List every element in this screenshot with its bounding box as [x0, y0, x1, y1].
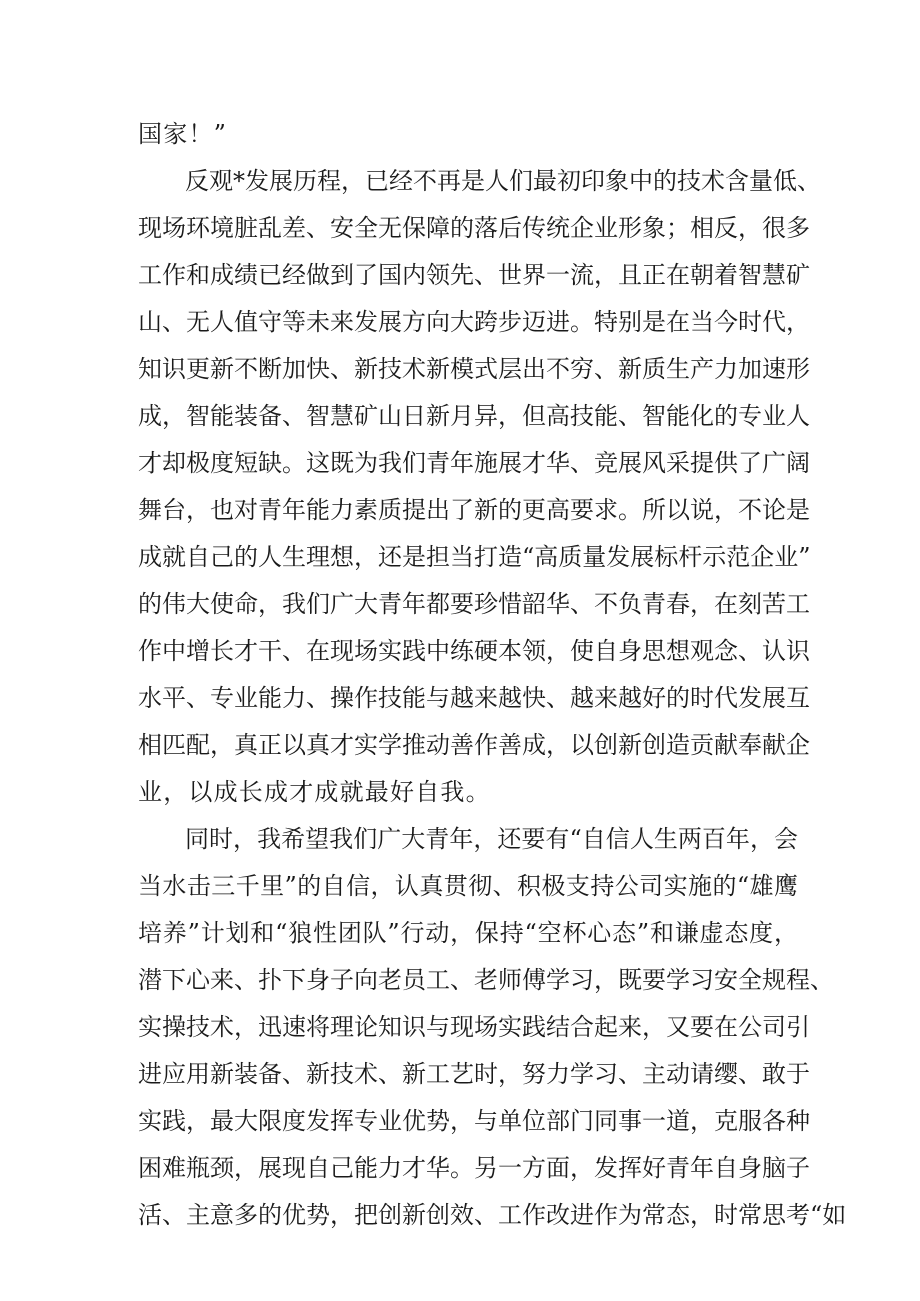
text-line: 活、主意多的优势，把创新创效、工作改进作为常态，时常思考“如 [138, 1201, 847, 1229]
text-line: 舞台，也对青年能力素质提出了新的更高要求。所以说，不论是 [138, 496, 810, 524]
text-line: 潜下心来、扑下身子向老员工、老师傅学习，既要学习安全规程、 [138, 966, 834, 994]
text-line: 相匹配，真正以真才实学推动善作善成，以创新创造贡献奉献企 [138, 731, 810, 759]
text-line: 作中增长才干、在现场实践中练硬本领，使自身思想观念、认识 [138, 637, 810, 665]
text-line: 才却极度短缺。这既为我们青年施展才华、竞展风采提供了广阔 [138, 449, 810, 477]
paragraph-2-first-line: 同时，我希望我们广大青年，还要有“自信人生两百年，会 [185, 825, 798, 853]
text-line: 成就自己的人生理想，还是担当打造“高质量发展标杆示范企业” [138, 543, 811, 571]
text-line: 的伟大使命，我们广大青年都要珍惜韶华、不负青春，在刻苦工 [138, 590, 810, 618]
text-line: 现场环境脏乱差、安全无保障的落后传统企业形象；相反，很多 [138, 214, 810, 242]
text-line: 当水击三千里”的自信，认真贯彻、积极支持公司实施的“雄鹰 [138, 872, 798, 900]
text-line: 进应用新装备、新技术、新工艺时，努力学习、主动请缨、敢于 [138, 1060, 810, 1088]
text-line: 知识更新不断加快、新技术新模式层出不穷、新质生产力加速形 [138, 355, 810, 383]
text-line: 培养”计划和“狼性团队”行动，保持“空杯心态”和谦虚态度， [138, 919, 798, 947]
text-line: 山、无人值守等未来发展方向大跨步迈进。特别是在当今时代， [138, 308, 810, 336]
text-line: 成，智能装备、智慧矿山日新月异，但高技能、智能化的专业人 [138, 402, 810, 430]
text-line: 业，以成长成才成就最好自我。 [138, 778, 491, 806]
paragraph-1-first-line: 反观*发展历程，已经不再是人们最初印象中的技术含量低、 [185, 167, 821, 195]
text-line: 工作和成绩已经做到了国内领先、世界一流，且正在朝着智慧矿 [138, 261, 810, 289]
text-line: 实践，最大限度发挥专业优势，与单位部门同事一道，克服各种 [138, 1107, 810, 1135]
text-line: 困难瓶颈，展现自己能力才华。另一方面，发挥好青年自身脑子 [138, 1154, 810, 1182]
text-line: 国家！” [138, 120, 228, 148]
text-line: 水平、专业能力、操作技能与越来越快、越来越好的时代发展互 [138, 684, 810, 712]
text-line: 实操技术，迅速将理论知识与现场实践结合起来，又要在公司引 [138, 1013, 810, 1041]
